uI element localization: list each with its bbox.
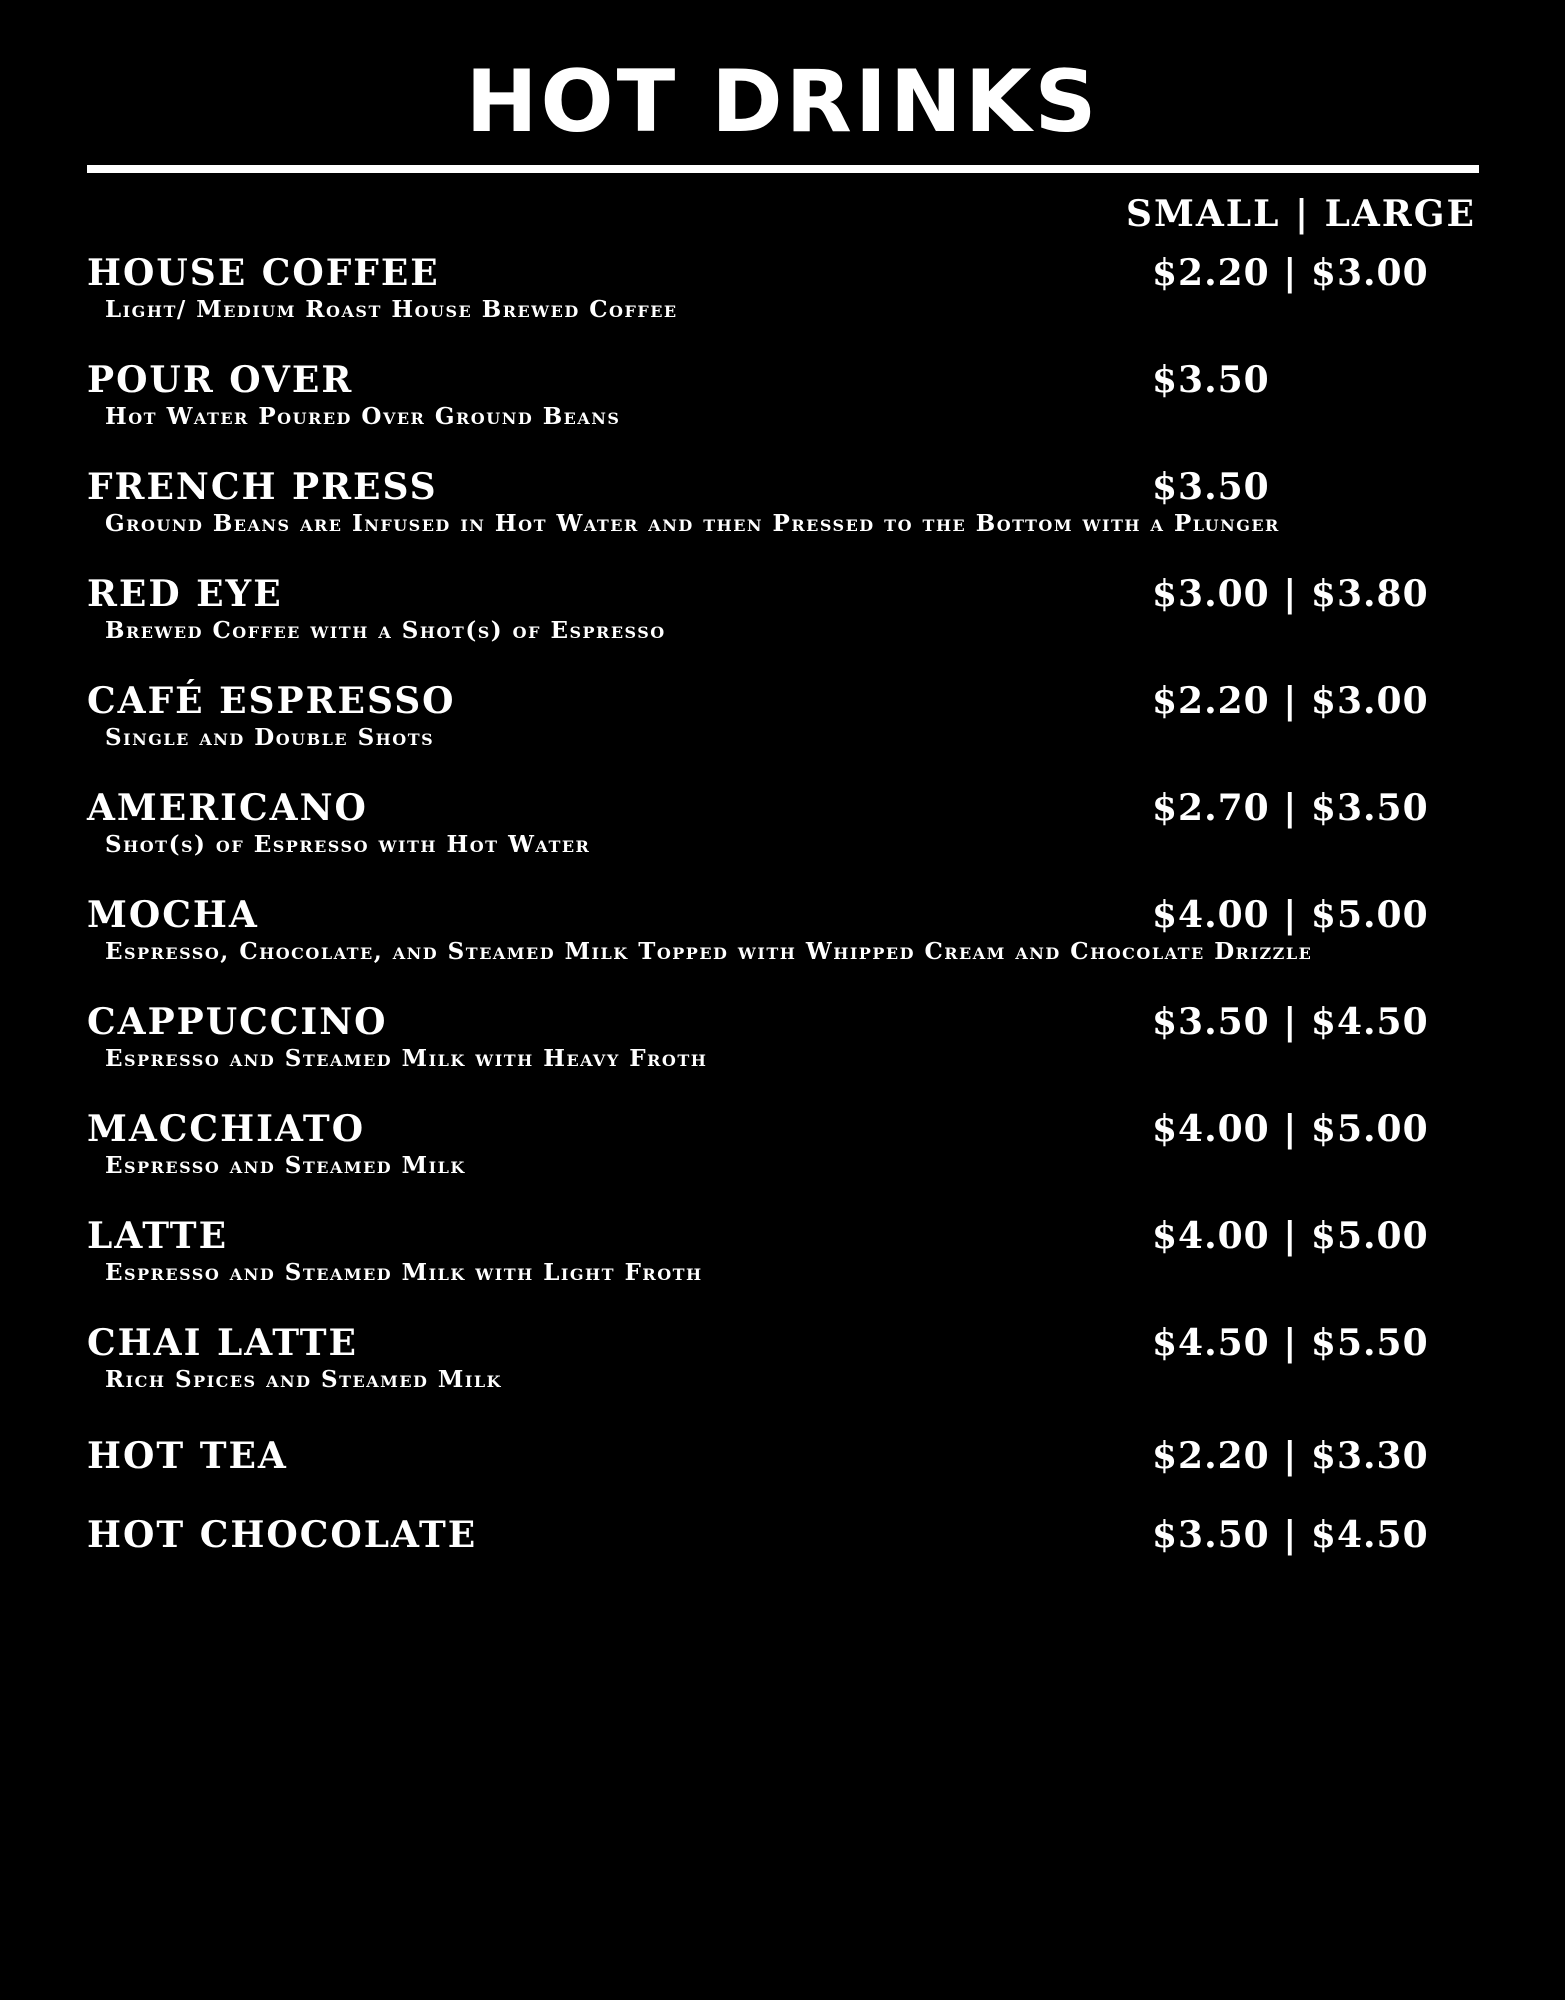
menu-item-hot-chocolate (0, 1513, 1565, 1593)
item-description: Brewed Coffee with a Shot(s) of Espresso (105, 617, 666, 644)
menu-item-cafe-espresso (0, 679, 1565, 759)
item-price: $2.20 | $3.00 (1152, 252, 1429, 294)
menu-item-chai-latte (0, 1321, 1565, 1401)
item-name: POUR OVER (87, 359, 354, 401)
menu-item-mocha (0, 893, 1565, 973)
size-header: SMALL | LARGE (1126, 193, 1476, 235)
menu-item-pour-over (0, 358, 1565, 438)
item-description: Shot(s) of Espresso with Hot Water (105, 831, 591, 858)
item-name: MACCHIATO (87, 1108, 366, 1150)
item-price: $2.20 | $3.00 (1152, 680, 1429, 722)
item-name: HOT CHOCOLATE (87, 1514, 478, 1556)
item-price: $3.50 (1152, 359, 1270, 401)
item-name: HOT TEA (87, 1435, 288, 1477)
item-description: Ground Beans are Infused in Hot Water and then Pressed to the Bottom with a Plunger (105, 510, 1280, 537)
menu-item-hot-tea (0, 1434, 1565, 1514)
menu-item-macchiato (0, 1107, 1565, 1187)
item-price: $3.00 | $3.80 (1152, 573, 1429, 615)
item-price: $4.00 | $5.00 (1152, 1108, 1429, 1150)
menu-item-red-eye (0, 572, 1565, 652)
item-description: Espresso and Steamed Milk (105, 1152, 466, 1179)
item-description: Light/ Medium Roast House Brewed Coffee (105, 296, 678, 323)
item-description: Espresso and Steamed Milk with Light Froth (105, 1259, 703, 1286)
menu-item-americano (0, 786, 1565, 866)
menu-item-house-coffee (0, 251, 1565, 331)
item-description: Espresso and Steamed Milk with Heavy Froth (105, 1045, 708, 1072)
item-price: $3.50 | $4.50 (1152, 1514, 1429, 1556)
item-price: $4.00 | $5.00 (1152, 1215, 1429, 1257)
item-name: HOUSE COFFEE (87, 252, 440, 294)
item-name: CHAI LATTE (87, 1322, 358, 1364)
item-description: Espresso, Chocolate, and Steamed Milk Topped with Whipped Cream and Chocolate Drizzle (105, 938, 1313, 965)
menu-item-french-press (0, 465, 1565, 545)
menu-item-cappuccino (0, 1000, 1565, 1080)
item-name: LATTE (87, 1215, 229, 1257)
item-description: Single and Double Shots (105, 724, 435, 751)
item-name: CAFÉ ESPRESSO (87, 680, 456, 722)
item-name: RED EYE (87, 573, 283, 615)
item-price: $2.70 | $3.50 (1152, 787, 1429, 829)
item-name: CAPPUCCINO (87, 1001, 388, 1043)
item-price: $4.50 | $5.50 (1152, 1322, 1429, 1364)
item-price: $3.50 (1152, 466, 1270, 508)
item-description: Hot Water Poured Over Ground Beans (105, 403, 621, 430)
item-price: $4.00 | $5.00 (1152, 894, 1429, 936)
item-description: Rich Spices and Steamed Milk (105, 1366, 503, 1393)
menu-item-latte (0, 1214, 1565, 1294)
item-price: $2.20 | $3.30 (1152, 1435, 1429, 1477)
item-price: $3.50 | $4.50 (1152, 1001, 1429, 1043)
menu-title: HOT DRINKS (465, 52, 1100, 152)
item-name: AMERICANO (87, 787, 368, 829)
item-name: MOCHA (87, 894, 259, 936)
item-name: FRENCH PRESS (87, 466, 438, 508)
